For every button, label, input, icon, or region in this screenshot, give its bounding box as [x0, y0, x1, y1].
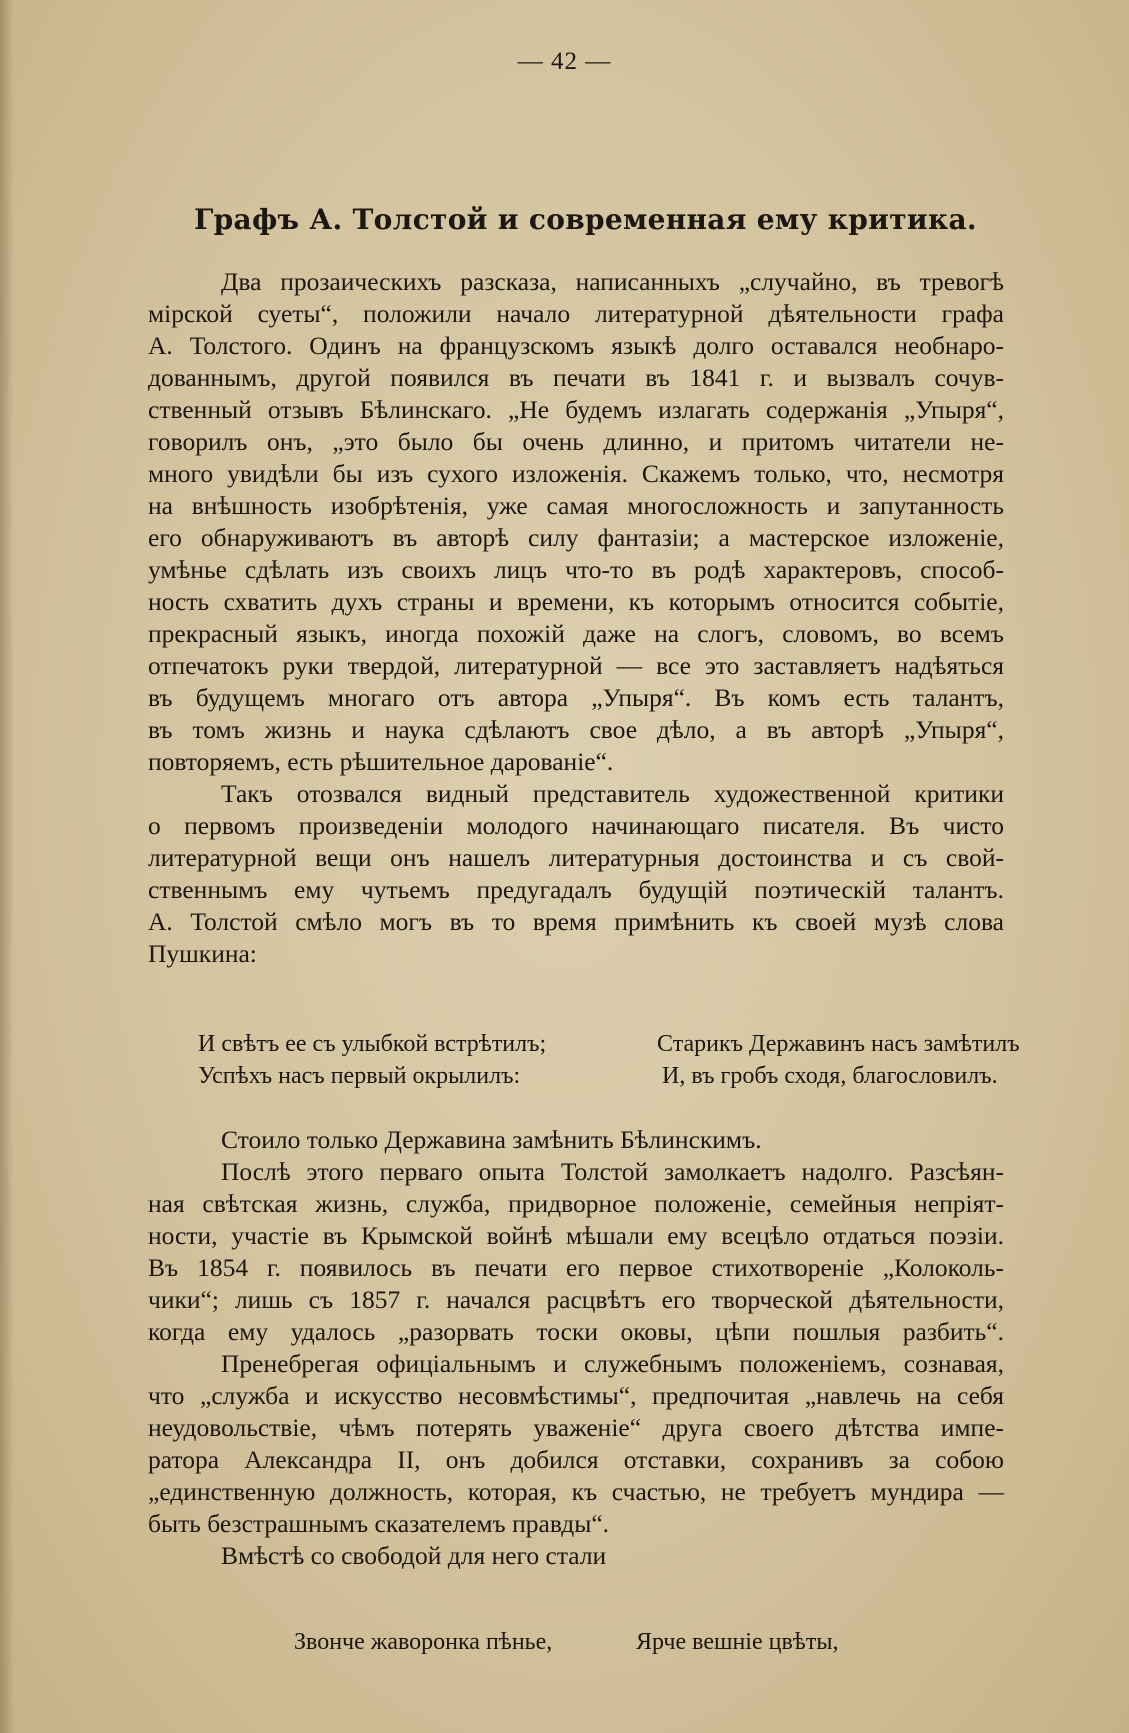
verse-line: И свѣтъ ее съ улыбкой встрѣтилъ;	[198, 1031, 547, 1057]
verse-line: Старикъ Державинъ насъ замѣтилъ	[657, 1031, 1020, 1057]
text-line: быть безстрашнымъ сказателемъ правды“.	[148, 1509, 610, 1538]
text-line: ная свѣтская жизнь, служба, придворное положеніе, семейныя непріят-	[148, 1189, 1004, 1218]
verse-line: Ярче вешніе цвѣты,	[636, 1629, 839, 1655]
verse-line: Звонче жаворонка пѣнье,	[294, 1629, 553, 1655]
text-line: говорилъ онъ, „это было бы очень длинно, и притомъ читатели не-	[148, 427, 1004, 456]
text-line: Въ 1854 г. появилось въ печати его первое стихотвореніе „Колоколь-	[148, 1253, 1004, 1282]
text-line: Послѣ этого перваго опыта Толстой замолкаетъ надолго. Разсѣян-	[221, 1157, 1004, 1186]
text-line: много увидѣли бы изъ сухого изложенія. Скажемъ только, что, несмотря	[148, 459, 1004, 488]
text-line: его обнаруживаютъ въ авторѣ силу фантазіи; а мастерское изложеніе,	[148, 523, 1004, 552]
text-line: ственный отзывъ Бѣлинскаго. „Не будемъ излагать содержанія „Упыря“,	[148, 395, 1004, 424]
text-line: дованнымъ, другой появился въ печати въ 1841 г. и вызвалъ сочув-	[148, 363, 1004, 392]
text-line: ность схватить духъ страны и времени, къ которымъ относится событіе,	[148, 587, 1004, 616]
text-line: Пушкина:	[148, 939, 257, 968]
text-line: повторяемъ, есть рѣшительное дарованіе“.	[148, 747, 614, 776]
text-line: Пренебрегая офиціальнымъ и служебнымъ положеніемъ, сознавая,	[221, 1349, 1004, 1378]
text-line: А. Толстого. Одинъ на французскомъ языкѣ долго оставался необнаро-	[148, 331, 1004, 360]
text-line: ственнымъ ему чутьемъ предугадалъ будущій поэтическій талантъ.	[148, 875, 1004, 904]
text-line: прекрасный языкъ, иногда похожій даже на слогъ, словомъ, во всемъ	[148, 619, 1004, 648]
text-line: Стоило только Державина замѣнить Бѣлинскимъ.	[221, 1125, 762, 1154]
text-line: когда ему удалось „разорвать тоски оковы, цѣпи пошлыя разбить“.	[148, 1317, 1004, 1346]
text-line: литературной вещи онъ нашелъ литературныя достоинства и съ свой-	[148, 843, 1004, 872]
text-line: отпечатокъ руки твердой, литературной — все это заставляетъ надѣяться	[148, 651, 1004, 680]
text-line: ратора Александра II, онъ добился отставки, сохранивъ за собою	[148, 1445, 1004, 1474]
text-line: А. Толстой смѣло могъ въ то время примѣнить къ своей музѣ слова	[148, 907, 1004, 936]
page-number: — 42 —	[517, 48, 612, 75]
text-line: Два прозаическихъ разсказа, написанныхъ „случайно, въ тревогѣ	[221, 267, 1004, 296]
chapter-title: Графъ А. Толстой и современная ему критика.	[194, 203, 977, 236]
text-line: въ томъ жизнь и наука сдѣлаютъ свое дѣло, а въ авторѣ „Упыря“,	[148, 715, 1004, 744]
text-line: Вмѣстѣ со свободой для него стали	[221, 1541, 607, 1570]
text-line: мірской суеты“, положили начало литературной дѣятельности графа	[148, 299, 1004, 328]
text-line: чики“; лишь съ 1857 г. начался расцвѣтъ его творческой дѣятельности,	[148, 1285, 1004, 1314]
text-line: въ будущемъ многаго отъ автора „Упыря“. Въ комъ есть талантъ,	[148, 683, 1004, 712]
text-line: на внѣшность изобрѣтенія, уже самая многосложность и запутанность	[148, 491, 1004, 520]
page-edge-shadow	[0, 0, 14, 1733]
text-line: Такъ отозвался видный представитель художественной критики	[221, 779, 1004, 808]
text-line: ности, участіе въ Крымской войнѣ мѣшали ему всецѣло отдаться поэзіи.	[148, 1221, 1004, 1250]
text-line: о первомъ произведеніи молодого начинающаго писателя. Въ чисто	[148, 811, 1004, 840]
text-line: умѣнье сдѣлать изъ своихъ лицъ что-то въ родѣ характеровъ, способ-	[148, 555, 1004, 584]
text-line: неудовольствіе, чѣмъ потерять уваженіе“ друга своего дѣтства импе-	[148, 1413, 1004, 1442]
text-line: „единственную должность, которая, къ счастью, не требуетъ мундира —	[148, 1477, 1004, 1506]
verse-line: Успѣхъ насъ первый окрылилъ:	[198, 1063, 521, 1089]
text-line: что „служба и искусство несовмѣстимы“, предпочитая „навлечь на себя	[148, 1381, 1004, 1410]
verse-line: И, въ гробъ сходя, благословилъ.	[662, 1063, 998, 1089]
